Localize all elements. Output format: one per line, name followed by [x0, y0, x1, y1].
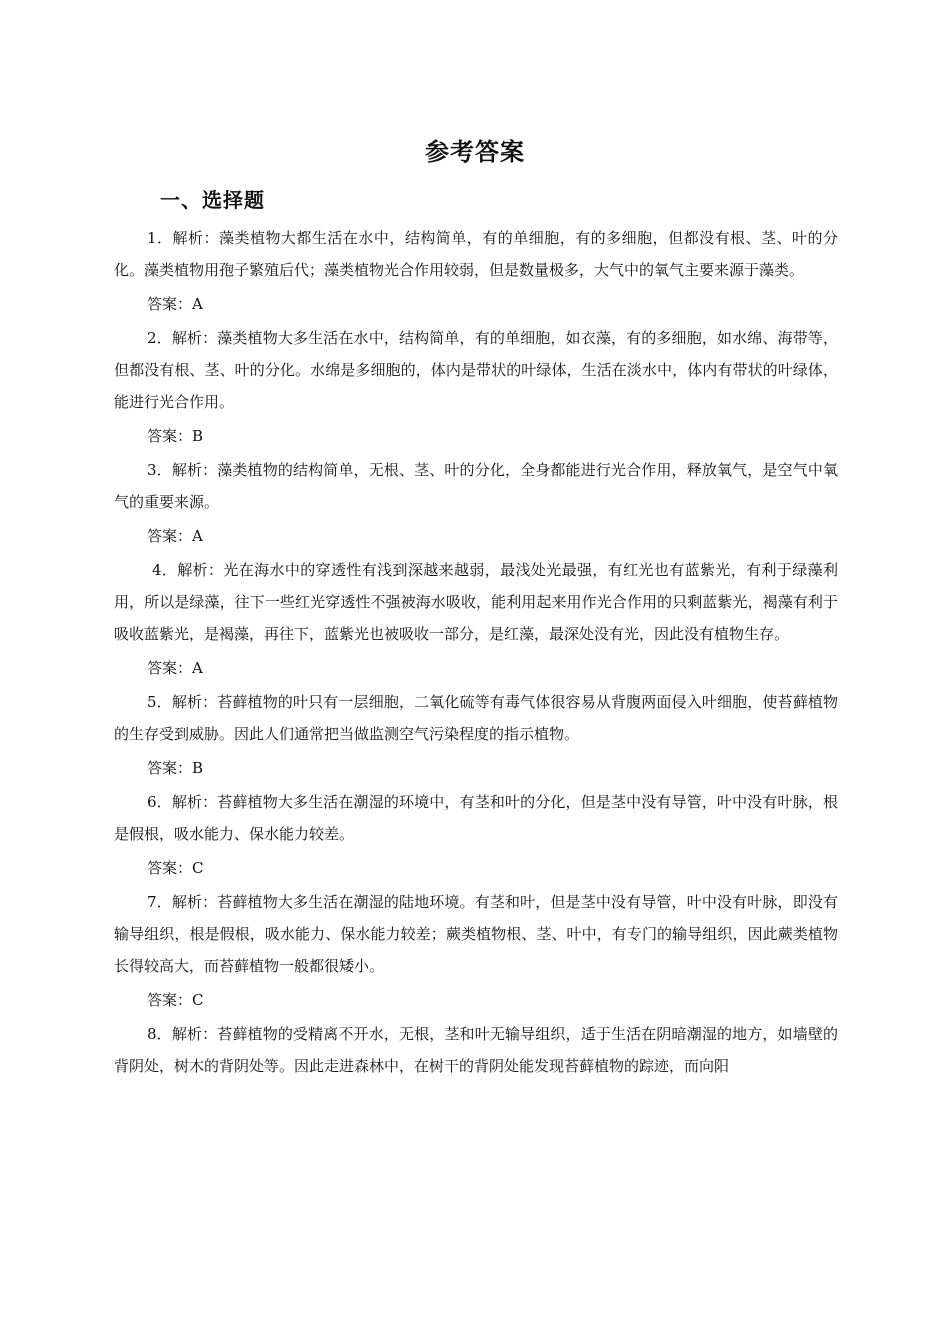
- explanation-paragraph: 2．解析：藻类植物大多生活在水中，结构简单，有的单细胞，如衣藻，有的多细胞，如水绵、海带等，但都没有根、茎、叶的分化。水绵是多细胞的，体内是带状的叶绿体，生活在淡水中，体内有带状的叶绿体，能进行光合作用。: [114, 329, 838, 411]
- answer-list: [114, 222, 838, 1082]
- explanation-paragraph: 4．解析：光在海水中的穿透性有浅到深越来越弱，最浅处光最强，有红光也有蓝紫光，有利于绿藻利用，所以是绿藻，往下一些红光穿透性不强被海水吸收，能利用起来用作光合作用的只剩蓝紫光，褐藻有利于吸收蓝紫光，是褐藻，再往下，蓝紫光也被吸收一部分，是红藻，最深处没有光，因此没有植物生存。: [114, 561, 838, 643]
- explanation-paragraph: 1．解析：藻类植物大都生活在水中，结构简单，有的单细胞，有的多细胞，但都没有根、茎、叶的分化。藻类植物用孢子繁殖后代；藻类植物光合作用较弱，但是数量极多，大气中的氧气主要来源于藻类。: [114, 229, 838, 279]
- explanation-paragraph: 3．解析：藻类植物的结构简单，无根、茎、叶的分化，全身都能进行光合作用，释放氧气，是空气中氧气的重要来源。: [114, 461, 838, 511]
- section-heading: 一、选择题: [160, 188, 265, 212]
- answer-line: 答案：B: [147, 759, 204, 777]
- answer-line: 答案：C: [147, 859, 204, 877]
- answer-line: 答案：A: [147, 659, 203, 677]
- answer-line: 答案：A: [147, 527, 203, 545]
- answer-line: 答案：C: [147, 991, 204, 1009]
- explanation-paragraph: 7．解析：苔藓植物大多生活在潮湿的陆地环境。有茎和叶，但是茎中没有导管，叶中没有叶脉，即没有输导组织，根是假根，吸水能力、保水能力较差；蕨类植物根、茎、叶中，有专门的输导组织，因此蕨类植物长得较高大，而苔藓植物一般都很矮小。: [114, 893, 838, 975]
- explanation-paragraph: 5．解析：苔藓植物的叶只有一层细胞，二氧化硫等有毒气体很容易从背腹两面侵入叶细胞，使苔藓植物的生存受到威胁。因此人们通常把当做监测空气污染程度的指示植物。: [114, 693, 838, 743]
- explanation-paragraph: 6．解析：苔藓植物大多生活在潮湿的环境中，有茎和叶的分化，但是茎中没有导管，叶中没有叶脉，根是假根，吸水能力、保水能力较差。: [114, 793, 838, 843]
- answer-line: 答案：A: [147, 295, 203, 313]
- page-title: 参考答案: [425, 138, 525, 166]
- explanation-paragraph: 8．解析：苔藓植物的受精离不开水，无根，茎和叶无输导组织，适于生活在阴暗潮湿的地方，如墙壁的背阴处，树木的背阴处等。因此走进森林中，在树干的背阴处能发现苔藓植物的踪迹，而向阳: [114, 1025, 838, 1075]
- answer-line: 答案：B: [147, 427, 204, 445]
